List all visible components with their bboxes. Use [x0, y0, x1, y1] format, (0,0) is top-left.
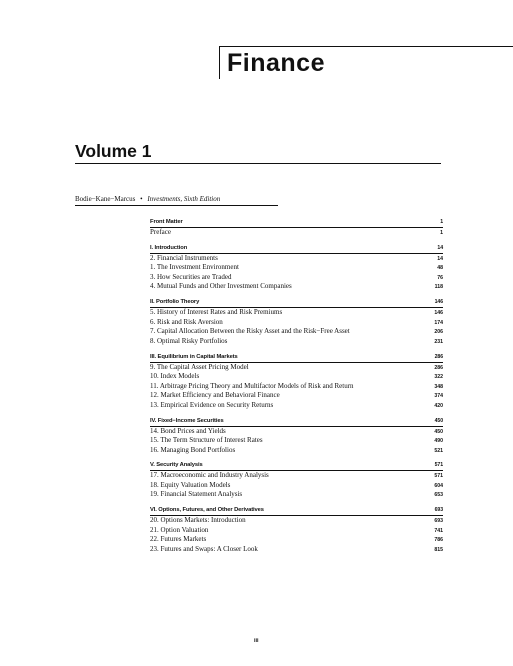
entry-title: 5. History of Interest Rates and Risk Premiums [150, 308, 283, 317]
book-authors: Bodie−Kane−Marcus [75, 195, 136, 203]
entry-title: 4. Mutual Funds and Other Investment Companies [150, 282, 292, 291]
toc-section [150, 417, 443, 456]
toc-entry[interactable] [150, 318, 443, 328]
entry-title: 1. The Investment Environment [150, 263, 239, 272]
toc-entry[interactable] [150, 526, 443, 536]
toc-section [150, 461, 443, 500]
entry-title: 11. Arbitrage Pricing Theory and Multifactor Models of Risk and Return [150, 381, 354, 390]
toc-entry[interactable] [150, 490, 443, 500]
collection-title: Finance [227, 49, 325, 77]
toc-entry[interactable] [150, 263, 443, 273]
entry-page-number: 420 [434, 402, 443, 409]
toc-section-heading[interactable] [150, 461, 443, 471]
toc-section [150, 506, 443, 554]
toc-entry[interactable] [150, 228, 443, 238]
toc-entry[interactable] [150, 282, 443, 292]
toc-section-heading[interactable] [150, 417, 443, 427]
page-number: iii [254, 638, 259, 644]
entry-title: 19. Financial Statement Analysis [150, 490, 243, 499]
entry-title: 7. Capital Allocation Between the Risky Asset and the Risk−Free Asset [150, 327, 350, 336]
toc-entry[interactable] [150, 516, 443, 526]
entry-page-number: 815 [434, 546, 443, 553]
entry-title: 21. Option Valuation [150, 525, 209, 534]
toc-entry[interactable] [150, 382, 443, 392]
toc-section [150, 244, 443, 292]
entry-page-number: 14 [437, 255, 443, 262]
entry-title: 16. Managing Bond Portfolios [150, 445, 236, 454]
entry-page-number: 348 [434, 383, 443, 390]
entry-page-number: 322 [434, 374, 443, 381]
book-byline [75, 195, 220, 203]
toc-section [150, 218, 443, 238]
entry-page-number: 521 [434, 447, 443, 454]
toc-section [150, 353, 443, 411]
section-page-number: 1 [440, 219, 443, 225]
bullet-separator: • [140, 195, 143, 203]
entry-page-number: 571 [434, 473, 443, 480]
section-title: Front Matter [150, 219, 183, 225]
toc-entry[interactable] [150, 401, 443, 411]
entry-title: 14. Bond Prices and Yields [150, 426, 226, 435]
entry-title: 10. Index Models [150, 372, 200, 381]
toc-section [150, 298, 443, 346]
entry-page-number: 786 [434, 537, 443, 544]
section-title: IV. Fixed−Income Securities [150, 417, 224, 424]
section-title: VI. Options, Futures, and Other Derivatives [150, 507, 264, 514]
toc-section-heading[interactable] [150, 244, 443, 254]
entry-page-number: 693 [434, 518, 443, 525]
entry-page-number: 653 [434, 492, 443, 499]
section-page-number: 450 [434, 417, 443, 424]
entry-page-number: 374 [434, 393, 443, 400]
toc-entry[interactable] [150, 436, 443, 446]
title-frame [219, 46, 513, 79]
toc-entry[interactable] [150, 391, 443, 401]
entry-page-number: 118 [434, 284, 443, 291]
section-page-number: 693 [434, 507, 443, 514]
toc-section-heading[interactable] [150, 506, 443, 516]
entry-page-number: 48 [437, 265, 443, 272]
entry-title: 20. Options Markets: Introduction [150, 516, 246, 525]
entry-title: 15. The Term Structure of Interest Rates [150, 436, 263, 445]
entry-title: 9. The Capital Asset Pricing Model [150, 362, 249, 371]
table-of-contents [150, 218, 443, 561]
book-title: Investments, Sixth Edition [147, 195, 221, 203]
entry-title: 6. Risk and Risk Aversion [150, 317, 223, 326]
volume-divider [75, 163, 441, 164]
byline-divider [75, 205, 278, 206]
entry-title: 23. Futures and Swaps: A Closer Look [150, 544, 258, 553]
toc-entry[interactable] [150, 471, 443, 481]
section-page-number: 146 [434, 299, 443, 306]
toc-entry[interactable] [150, 337, 443, 347]
section-title: III. Equilibrium in Capital Markets [150, 353, 238, 360]
toc-entry[interactable] [150, 481, 443, 491]
entry-page-number: 1 [440, 230, 443, 236]
entry-page-number: 604 [434, 482, 443, 489]
section-title: I. Introduction [150, 244, 188, 251]
entry-page-number: 231 [434, 338, 443, 345]
toc-section-heading[interactable] [150, 298, 443, 308]
toc-entry[interactable] [150, 535, 443, 545]
toc-entry[interactable] [150, 363, 443, 373]
section-title: V. Security Analysis [150, 462, 203, 469]
section-page-number: 286 [434, 353, 443, 360]
entry-title: 8. Optimal Risky Portfolios [150, 336, 228, 345]
toc-section-heading[interactable] [150, 353, 443, 363]
entry-page-number: 174 [434, 319, 443, 326]
section-title: II. Portfolio Theory [150, 299, 200, 306]
entry-title: 3. How Securities are Traded [150, 272, 232, 281]
toc-entry[interactable] [150, 327, 443, 337]
entry-page-number: 450 [434, 428, 443, 435]
toc-entry[interactable] [150, 372, 443, 382]
toc-section-heading[interactable] [150, 218, 443, 228]
entry-title: 12. Market Efficiency and Behavioral Finance [150, 391, 280, 400]
entry-title: 17. Macroeconomic and Industry Analysis [150, 471, 269, 480]
entry-title: 13. Empirical Evidence on Security Returns [150, 400, 274, 409]
toc-entry[interactable] [150, 308, 443, 318]
section-page-number: 571 [434, 462, 443, 469]
entry-title: 18. Equity Valuation Models [150, 480, 231, 489]
entry-page-number: 490 [434, 438, 443, 445]
toc-entry[interactable] [150, 254, 443, 264]
entry-page-number: 741 [434, 527, 443, 534]
entry-title: 22. Futures Markets [150, 535, 207, 544]
toc-entry[interactable] [150, 273, 443, 283]
entry-page-number: 286 [434, 364, 443, 371]
entry-title: Preface [150, 228, 171, 236]
entry-page-number: 206 [434, 329, 443, 336]
volume-title: Volume 1 [75, 141, 152, 161]
toc-entry[interactable] [150, 545, 443, 555]
entry-page-number: 146 [434, 310, 443, 317]
toc-entry[interactable] [150, 446, 443, 456]
toc-entry[interactable] [150, 427, 443, 437]
entry-title: 2. Financial Instruments [150, 253, 218, 262]
section-page-number: 14 [437, 244, 443, 251]
entry-page-number: 76 [437, 274, 443, 281]
